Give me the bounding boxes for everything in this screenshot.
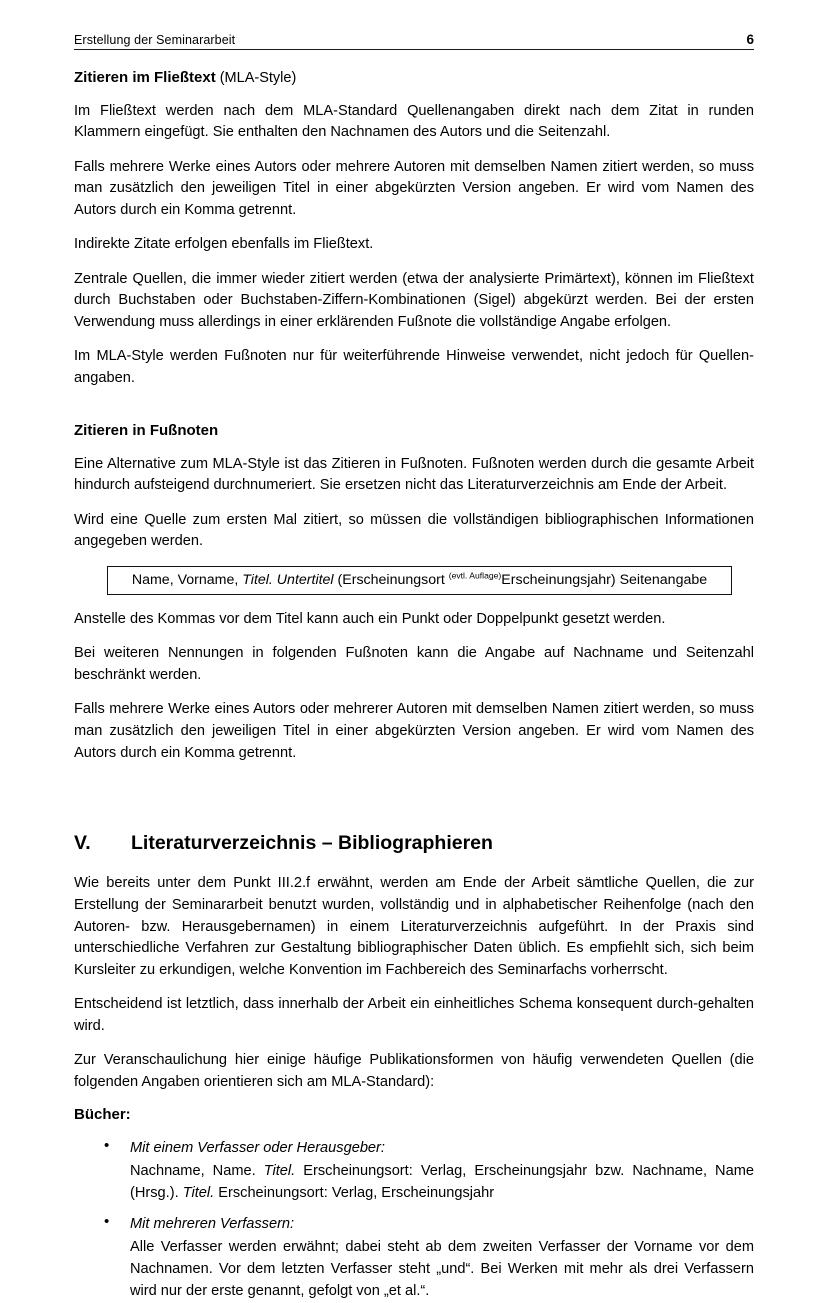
chapter-title: Literaturverzeichnis – Bibliographieren [131,831,493,854]
chapter-heading [74,831,754,856]
formula-italic-title: Titel. Untertitel [242,571,334,588]
heading-zitieren-in-fussnoten: Zitieren in Fußnoten [74,421,219,439]
paragraph: Eine Alternative zum MLA-Style ist das Zitieren in Fußnoten. Fußnoten werden durch die gesamte Arbeit hindurch aufsteigend durchnumeriert. Sie ersetzen nicht das Literaturverzeichnis am Ende der Arbeit. [74,455,754,494]
section-spacer [74,777,754,831]
paragraph: Im MLA-Style werden Fußnoten nur für weiterführende Hinweise verwendet, nicht jedoch für Quellen-angaben. [74,348,754,387]
page-number: 6 [746,32,754,47]
body-italic-titel-1: Titel. [263,1162,296,1179]
list-item-title: • Mit mehreren Verfassern: [130,1216,295,1233]
heading-text-normal: (MLA-Style) [215,70,297,86]
body-part-1: Nachname, Name. [130,1162,264,1179]
formula-part-1: Name, Vorname, [131,571,243,588]
list-item-body [130,1161,754,1204]
paragraph: Falls mehrere Werke eines Autors oder mehrere Autoren mit demselben Namen zitiert werden, so muss man zusätzlich den jeweiligen Titel in einer abgekürzten Version angeben. Er wird vom Namen des Autors durch ein Komma getrennt. [74,158,754,219]
paragraph: Im Fließtext werden nach dem MLA-Standard Quellenangaben direkt nach dem Zitat in runden Klammern eingefügt. Sie enthalten den Nachnamen des Autors und die Seitenzahl. [74,102,754,141]
list-item-title: • Mit einem Verfasser oder Herausgeber: [130,1140,385,1157]
body-italic-titel-2: Titel. [182,1184,215,1201]
formula-superscript-auflage: (evtl. Auflage) [448,569,502,580]
heading-zitieren-im-fliesstext [74,69,754,88]
list-item-body: Alle Verfasser werden erwähnt; dabei steht ab dem zweiten Verfasser der Vorname vor dem Nachnamen. Vor dem letzten Verfasser steht „und“. Bei Werken mit mehr als drei Verfassern wird nur der erste genannt, gefolgt von „et al.“. [130,1239,754,1299]
body-part-3: Erscheinungsort: Verlag, Erscheinungsjahr [214,1184,495,1201]
citation-formula-box [107,566,732,595]
running-header [74,32,754,50]
paragraph: Wird eine Quelle zum ersten Mal zitiert, so müssen die vollständigen bibliographischen Informationen angegeben werden. [74,511,754,550]
body-part-2: Erscheinungsort: Verlag, Erscheinungsjahr bzw. Nachname, Name (Hrsg.). [130,1162,754,1201]
chapter-numeral: V. [74,831,91,854]
paragraph: Anstelle des Kommas vor dem Titel kann auch ein Punkt oder Doppelpunkt gesetzt werden. [74,610,666,627]
paragraph: Zur Veranschaulichung hier einige häufige Publikationsformen von häufig verwendeten Quellen (die folgenden Angaben orientieren sich am MLA-Standard): [74,1052,754,1091]
publication-types-list [74,1138,754,1302]
formula-part-2: (Erscheinungsort [333,571,449,588]
formula-part-3: Erscheinungsjahr) Seitenangabe [501,571,708,588]
paragraph: Falls mehrere Werke eines Autors oder mehrerer Autoren mit demselben Namen zitiert werden, so muss man zusätzlich den jeweiligen Titel in einer abgekürzten Version angeben. Er wird vom Namen des Autors durch ein Komma getrennt. [74,701,754,761]
paragraph: Bei weiteren Nennungen in folgenden Fußnoten kann die Angabe auf Nachname und Seitenzahl beschränkt werden. [74,645,754,683]
paragraph: Indirekte Zitate erfolgen ebenfalls im Fließtext. [74,236,374,253]
heading-text-bold: Zitieren im Fließtext [74,69,216,86]
header-title: Erstellung der Seminararbeit [74,33,236,47]
paragraph: Wie bereits unter dem Punkt III.2.f erwähnt, werden am Ende der Arbeit sämtliche Quellen, die zur Erstellung der Seminararbeit benutzt wurden, vollständig und in alphabetischer Reihenfolge (nach den Autoren- bzw. Herausgebernamen) in einem Literaturverzeichnis aufgeführt. In der Praxis sind unterschiedliche Verfahren zur Gestaltung bibliographischer Daten üblich. Es empfiehlt sich, sich beim Kursleiter zu erkundigen, welche Konvention im Fachbereich des Seminarfachs vorherrscht. [74,875,754,979]
paragraph: Zentrale Quellen, die immer wieder zitiert werden (etwa der analysierte Primärtext), können im Fließtext durch Buchstaben oder Buchstaben-Ziffern-Kombinationen (Sigel) abgekürzt werden. Bei der ersten Verwendung muss allerdings in einer erklärenden Fußnote die vollständige Angabe erfolgen. [74,270,754,331]
paragraph: Entscheidend ist letztlich, dass innerhalb der Arbeit ein einheitliches Schema konsequent durch-gehalten wird. [74,996,754,1035]
list-item [74,1138,754,1204]
heading-buecher: Bücher: [74,1106,131,1124]
list-item [74,1214,754,1302]
